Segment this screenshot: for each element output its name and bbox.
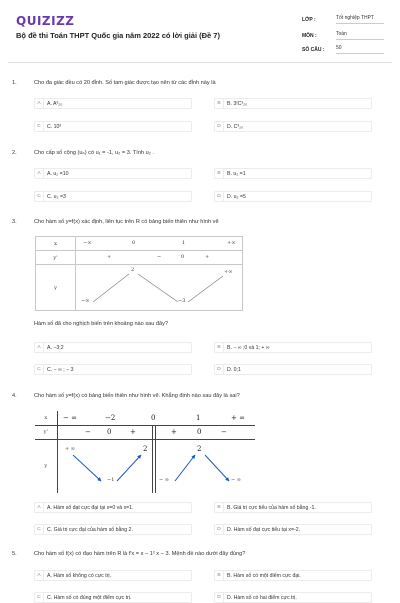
option-text: A. u₂ =10 <box>47 170 69 177</box>
arrow-down <box>73 455 101 481</box>
option-b[interactable] <box>214 168 372 179</box>
x-value: 0 <box>151 414 156 422</box>
x-value: + ∞ <box>231 414 245 422</box>
option-text: A. A³₂₀ <box>47 100 63 107</box>
yprime-sign: + <box>171 428 177 436</box>
y-value: −∞ <box>81 298 90 304</box>
option-a[interactable] <box>34 502 192 513</box>
option-c[interactable] <box>34 592 192 603</box>
arrow-up <box>175 455 195 481</box>
option-a[interactable] <box>34 168 192 179</box>
option-letter: C <box>35 525 44 534</box>
option-text: B. u₂ =1 <box>227 170 246 177</box>
option-c[interactable] <box>34 191 192 202</box>
x-value: −∞ <box>83 240 92 246</box>
option-text: C. Hàm số có đúng một điểm cực trị. <box>47 594 132 601</box>
option-letter: B <box>215 503 224 512</box>
question-text: Cho đa giác đều có 20 đỉnh. Số tam giác được tạo nên từ các đỉnh này là <box>34 80 216 86</box>
question-number: 3. <box>12 219 17 225</box>
y-value: − ∞ <box>231 477 241 483</box>
question-text: Cho hàm số f(x) có đạo hàm trên R là f′x = x − 1² x − 3. Mệnh đề nào dưới đây đúng? <box>34 551 246 557</box>
option-text: D. C³₂₀ <box>227 123 244 130</box>
arrow-up <box>117 455 141 481</box>
y-value: 2 <box>197 445 202 453</box>
option-text: A. −3;2 <box>47 344 64 351</box>
option-letter: B <box>215 571 224 580</box>
option-d[interactable] <box>214 592 372 603</box>
option-letter: D <box>215 122 224 131</box>
question-count-label: SỐ CÂU : <box>302 47 325 53</box>
option-letter: C <box>35 593 44 602</box>
yprime-zero: 0 <box>197 428 202 436</box>
class-label: LỚP : <box>302 17 316 23</box>
y-value: 2 <box>143 445 148 453</box>
variation-table-3 <box>35 236 243 312</box>
x-label: x <box>35 411 57 425</box>
option-text: B. Giá trị cực tiểu của hàm số bằng -1. <box>227 504 316 511</box>
option-text: A. Hàm số đạt cực đại tại x=0 và x=1. <box>47 504 134 511</box>
y-value: −3 <box>178 298 186 304</box>
option-c[interactable] <box>34 524 192 535</box>
option-text: D. Hàm số đạt cực tiểu tại x=-2. <box>227 526 301 533</box>
y-label: y <box>35 439 57 493</box>
option-b[interactable] <box>214 570 372 581</box>
option-letter: A <box>35 571 44 580</box>
option-text: D. u₂ =5 <box>227 193 246 200</box>
option-letter: D <box>215 525 224 534</box>
option-d[interactable] <box>214 524 372 535</box>
option-text: D. 0;1 <box>227 366 241 373</box>
class-value: Tốt nghiệp THPT <box>336 15 384 24</box>
option-letter: B <box>215 169 224 178</box>
option-text: A. Hàm số không có cực trị. <box>47 572 112 579</box>
option-letter: C <box>35 192 44 201</box>
subject-label: MÔN : <box>302 33 317 39</box>
x-value: 0 <box>132 240 136 246</box>
yprime-sign: − <box>157 254 162 260</box>
yprime-label: y' <box>35 425 57 439</box>
option-b[interactable] <box>214 342 372 353</box>
option-letter: B <box>215 343 224 352</box>
option-text: C. u₂ =3 <box>47 193 66 200</box>
option-a[interactable] <box>34 570 192 581</box>
question-number: 2. <box>12 150 17 156</box>
x-value: 1 <box>182 240 186 246</box>
yprime-zero: 0 <box>107 428 112 436</box>
option-a[interactable] <box>34 342 192 353</box>
yprime-label: y' <box>36 251 76 265</box>
quizizz-logo: QUIZIZZ <box>16 14 75 28</box>
option-letter: A <box>35 343 44 352</box>
x-label: x <box>36 237 76 251</box>
option-letter: D <box>215 192 224 201</box>
option-a[interactable] <box>34 98 192 109</box>
question-prompt: Hàm số đã cho nghịch biến trên khoảng nào sau đây? <box>34 321 169 327</box>
option-text: C. 10³ <box>47 123 62 130</box>
yprime-sign: + <box>205 254 210 260</box>
y-value: − ∞ <box>159 477 169 483</box>
x-value: +∞ <box>227 240 236 246</box>
x-value: 1 <box>196 414 201 422</box>
option-b[interactable] <box>214 98 372 109</box>
question-text: Cho hàm số y=f(x) xác định, liên tục trên R có bảng biến thiên như hình vẽ <box>34 219 219 225</box>
x-value: −2 <box>105 414 116 422</box>
variation-arrows <box>35 411 255 493</box>
question-count-value: 50 <box>336 45 384 54</box>
variation-arrows <box>35 236 243 312</box>
question-number: 4. <box>12 393 17 399</box>
option-c[interactable] <box>34 364 192 375</box>
option-letter: A <box>35 503 44 512</box>
question-number: 5. <box>12 551 17 557</box>
arrow-down <box>138 274 178 302</box>
option-text: C. − ∞ ; − 3 <box>47 366 74 373</box>
arrow-up <box>93 274 129 302</box>
option-letter: D <box>215 365 224 374</box>
y-value: −1 <box>107 477 115 483</box>
option-letter: C <box>35 122 44 131</box>
yprime-sign: − <box>85 428 91 436</box>
option-letter: C <box>35 365 44 374</box>
x-value: − ∞ <box>63 414 77 422</box>
option-letter: A <box>35 99 44 108</box>
subject-value: Toán <box>336 31 384 40</box>
yprime-sign: + <box>107 254 112 260</box>
option-text: D. Hàm số có hai điểm cực trị. <box>227 594 297 601</box>
page-title: Bộ đề thi Toán THPT Quốc gia năm 2022 có lời giải (Đề 7) <box>16 31 220 40</box>
option-text: B. − ∞ ;0 và 1; + ∞ <box>227 344 270 351</box>
y-value: + ∞ <box>65 446 75 452</box>
option-d[interactable] <box>214 121 372 132</box>
option-text: B. 3!C³₂₀ <box>227 100 248 107</box>
option-text: C. Giá trị cực đại của hàm số bằng 2. <box>47 526 133 533</box>
y-value: 2 <box>131 267 135 273</box>
yprime-sign: − <box>221 428 227 436</box>
option-d[interactable] <box>214 364 372 375</box>
option-text: B. Hàm số có một điểm cực đại. <box>227 572 301 579</box>
option-d[interactable] <box>214 191 372 202</box>
yprime-sign: + <box>130 428 136 436</box>
arrow-up <box>188 276 223 302</box>
option-letter: B <box>215 99 224 108</box>
question-text: Cho hàm số y=f(x) có bảng biến thiên như hình vẽ. Khẳng định nào sau đây là sai? <box>34 393 240 399</box>
arrow-down <box>205 455 229 481</box>
question-text: Cho cấp số cộng (uₙ) có u₁ = -1, u₂ = 3. Tính u₂ . <box>34 150 154 156</box>
option-letter: A <box>35 169 44 178</box>
y-value: +∞ <box>224 269 233 275</box>
option-letter: D <box>215 593 224 602</box>
question-number: 1. <box>12 80 17 86</box>
header-divider <box>8 62 392 63</box>
variation-table-4 <box>35 411 255 493</box>
option-c[interactable] <box>34 121 192 132</box>
option-b[interactable] <box>214 502 372 513</box>
y-label: y <box>36 265 76 311</box>
yprime-zero: 0 <box>181 254 185 260</box>
